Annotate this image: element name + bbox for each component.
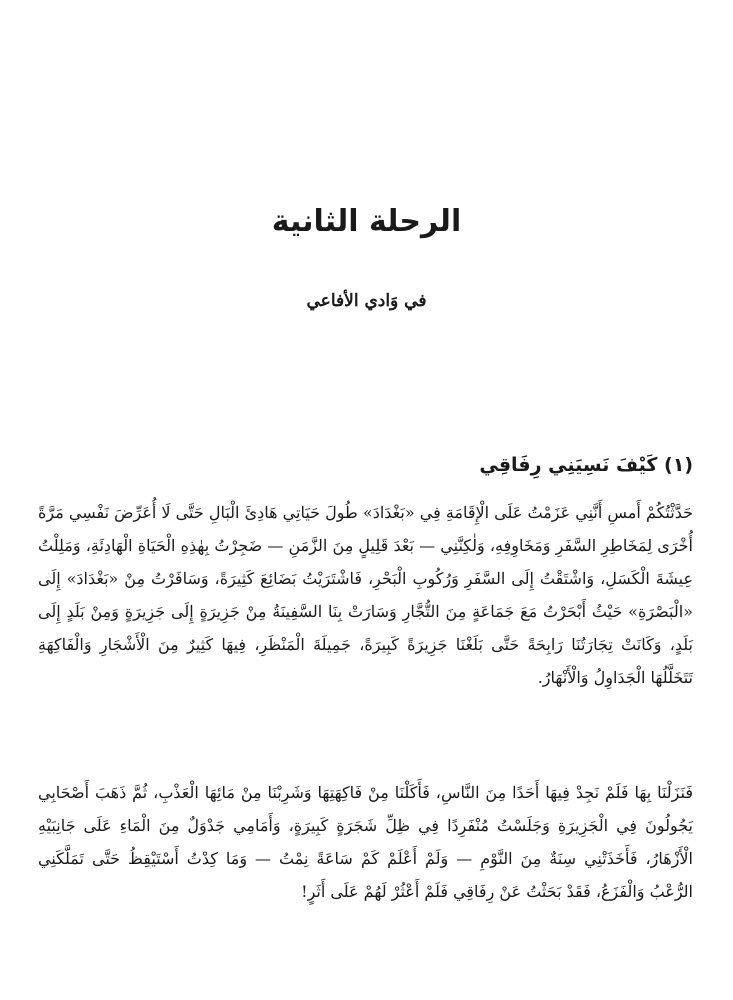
section-heading: (١) كَيْفَ نَسِيَنِي رِفَاقِي	[479, 454, 693, 476]
paragraph: حَدَّثْتُكُمْ أَمسِ أَنَّنِي عَزَمْتُ عَلَى الْإِقَامَةِ فِي «بَغْدَادَ» طُولَ حَيَاتِي هَادِئَ الْبَالِ حَتَّى لَا أُعَرِّضَ نَفْسِي مَرَّةً أُخْرَى لِمَخَاطِرِ السَّفَرِ وَمَخَاوِفِهِ، وَلٰكِنَّنِي — بَعْدَ قَلِيلٍ مِنَ الزَّمَنِ — ضَجِرْتُ بِهٰذِهِ الْحَيَاةِ الْهَادِئَةِ، وَمَلِلْتُ عِيشَةَ الْكَسَلِ، وَاشْتَقْتُ إِلَى السَّفَرِ وَرُكُوبِ الْبَحْرِ، فَاشْتَرَيْتُ بَضَائِعَ كَثِيرَةً، وَسَافَرْتُ مِنْ «بَغْدَادَ» إِلَى «الْبَصْرَةِ» حَيْثُ أَبْحَرْتُ مَعَ جَمَاعَةٍ مِنَ التُّجَّارِ وَسَارَتْ بِنَا السَّفِينَةُ مِنْ جَزِيرَةٍ إِلَى جَزِيرَةٍ وَمِنْ بَلَدٍ إِلَى بَلَدٍ، وَكَانَتْ تِجَارَتُنَا رَابِحَةً حَتَّى بَلَغْنَا جَزِيرَةً كَبِيرَةً، جَمِيلَةَ الْمَنْظَرِ، فِيهَا كَثِيرٌ مِنَ الْأَشْجَارِ وَالْفَاكِهَةِ تَتَخَلَّلُهَا الْجَدَاوِلُ وَالْأَنْهَارُ.	[38, 503, 694, 687]
chapter-title: الرحلة الثانية	[271, 204, 462, 239]
chapter-subtitle: في وَادي الأفاعي	[306, 291, 427, 311]
paragraph: فَنَزَلْنَا بِهَا فَلَمْ نَجِدْ فِيهَا أَحَدًا مِنَ النَّاسِ، فَأَكَلْنَا مِنْ فَاكِهَتِهَا وَشَرِبْنَا مِنْ مَائِهَا الْعَذْبِ، ثُمَّ ذَهَبَ أَصْحَابِي يَجُولُونَ فِي الْجَزِيرَةِ وَجَلَسْتُ مُنْفَرِدًا فِي ظِلِّ شَجَرَةٍ كَبِيرَةٍ، وَأَمَامِي جَدْوَلٌ مِنَ الْمَاءِ عَلَى جَانِبَيْهِ الْأَزْهَارُ، فَأَخَذَتْنِي سِنَةٌ مِنَ النَّوْمِ — وَلَمْ أَعْلَمْ كَمْ سَاعَةً نِمْتُ — وَمَا كِدْتُ أَسْتَيْقِظُ حَتَّى تَمَلَّكَنِي الرُّعْبُ وَالْفَزَعُ، فَقَدْ بَحَثْتُ عَنْ رِفَاقِي فَلَمْ أَعْثُرْ لَهُمْ عَلَى أَثَرٍ!	[38, 783, 693, 901]
